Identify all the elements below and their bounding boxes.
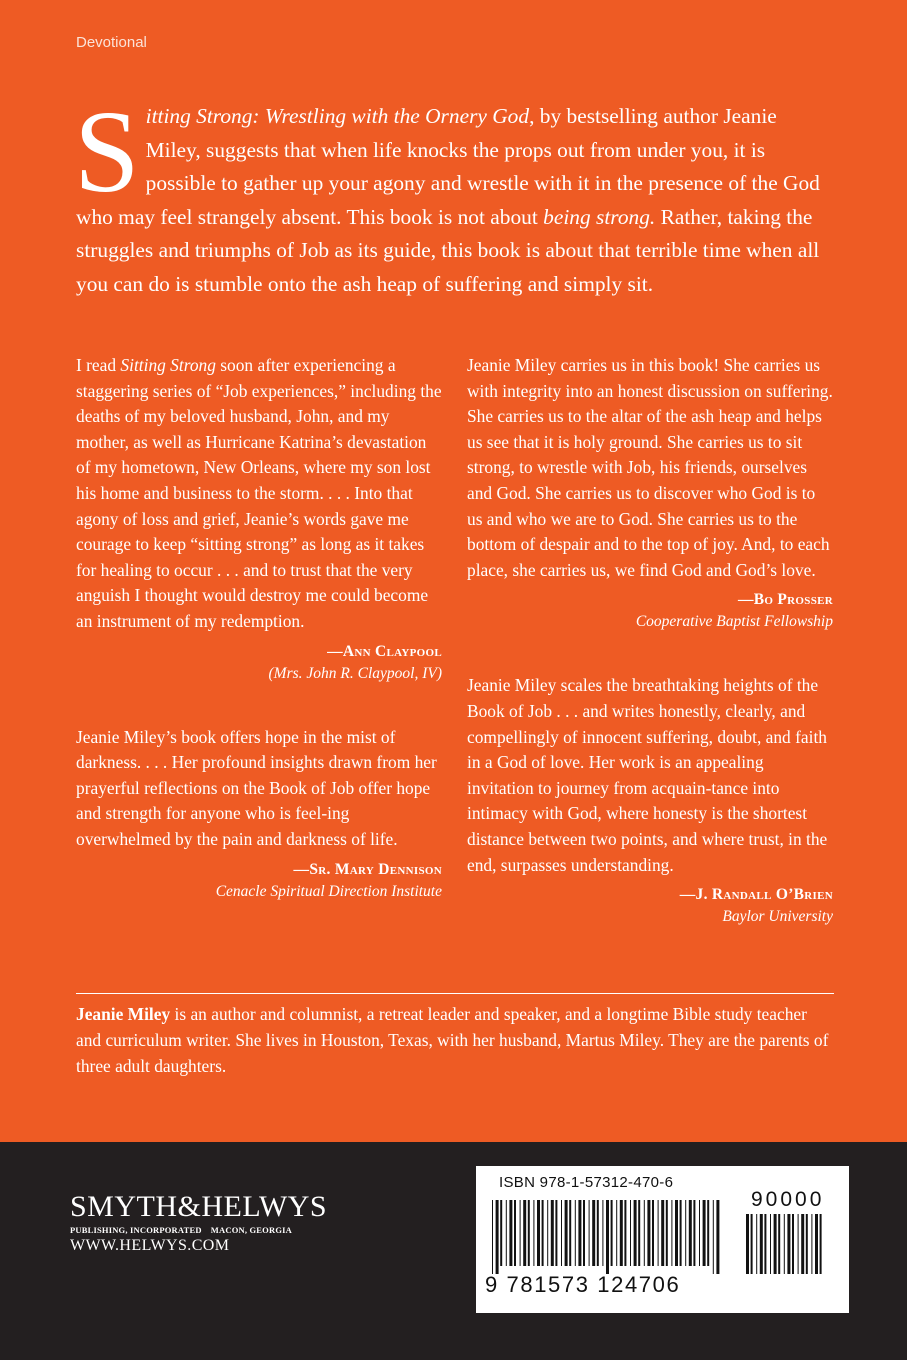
endorser-name: —Bo Prosser xyxy=(737,591,833,609)
right-column xyxy=(467,353,833,928)
barcode-bar xyxy=(555,1200,557,1266)
barcode-bar xyxy=(578,1200,581,1266)
barcode-bar xyxy=(624,1200,626,1266)
barcode-bar xyxy=(647,1200,650,1266)
barcode-bar xyxy=(575,1200,576,1266)
barcode-bar xyxy=(602,1200,603,1266)
barcode-bar xyxy=(606,1200,609,1274)
addon-barcode xyxy=(746,1214,826,1274)
barcode-bar xyxy=(589,1200,590,1266)
barcode-bar xyxy=(746,1214,749,1274)
barcode-bar xyxy=(815,1214,818,1274)
barcode-bar xyxy=(509,1200,512,1266)
barcode-bar xyxy=(658,1200,659,1266)
isbn-label: ISBN 978-1-57312-470-6 xyxy=(499,1174,674,1191)
barcode-bar xyxy=(506,1200,507,1266)
publisher-location: MACON, GEORGIA xyxy=(210,1225,292,1235)
endorser-name: —Ann Claypool xyxy=(327,642,442,660)
barcode-bar xyxy=(533,1200,534,1266)
author-bio: Jeanie Miley is an author and columnist, a retreat leader and speaker, and a longtime Bible study teacher and curriculum writer. She lives in Houston, Texas, with her husband, Martus Miley. They are the parents of three adult daughters. xyxy=(76,1004,829,1076)
book-title: itting Strong: Wrestling with the Ornery God xyxy=(145,104,530,128)
barcode-bar xyxy=(638,1200,640,1266)
barcode-bar xyxy=(597,1200,599,1266)
barcode-bar xyxy=(760,1214,763,1274)
addon-number: 90000 xyxy=(751,1188,825,1211)
endorser-affiliation: Cenacle Spiritual Direction Institute xyxy=(215,882,442,900)
barcode-bar xyxy=(666,1200,668,1266)
endorsement-dennison: Jeanie Miley’s book offers hope in the mist of darkness. . . . Her profound insights drawn from her prayerful reflections on the Book of Job offer hope and strength for anyone who is feel-ing overwhelmed by the pain and darkness of life. —Sr. Mary Dennison Cenacle Spiritual Direction Institute xyxy=(76,725,442,903)
barcode-bar xyxy=(806,1214,808,1274)
barcode-bar xyxy=(634,1200,637,1266)
barcode-bar xyxy=(801,1214,804,1274)
barcode-bar xyxy=(565,1200,568,1266)
barcode-bar xyxy=(561,1200,562,1266)
barcode-bar xyxy=(620,1200,623,1266)
barcode-bar xyxy=(592,1200,595,1266)
barcode-bar xyxy=(583,1200,585,1266)
barcode-bar xyxy=(716,1200,719,1274)
publisher-logo-text: SMYTH&HELWYS xyxy=(70,1190,328,1223)
endorser-affiliation: Cooperative Baptist Fellowship xyxy=(635,613,833,631)
barcode-number: 9 781573 124706 xyxy=(485,1272,681,1297)
barcode-bar xyxy=(756,1214,757,1274)
barcode-bar xyxy=(707,1200,709,1266)
barcode-bar xyxy=(496,1200,499,1274)
isbn-barcode-box xyxy=(473,1163,852,1316)
endorser-name: —J. Randall O’Brien xyxy=(679,886,833,904)
intro-paragraph: Sitting Strong: Wrestling with the Ornery God, by bestselling author Jeanie Miley, suggests that when life knocks the props out from under you, it is possible to gather up your agony and wrestle with it in the presence of the God who may feel strangely absent. This book is not about being strong. Rather, taking the struggles and triumphs of Job as its guide, this book is about that terrible time when all you can do is stumble onto the ash heap of suffering and simply sit. xyxy=(74,86,820,296)
barcode-bar xyxy=(528,1200,530,1266)
barcode-bar xyxy=(520,1200,521,1266)
publisher-url: WWW.HELWYS.COM xyxy=(70,1237,230,1254)
category-label: Devotional xyxy=(76,34,147,51)
barcode-bar xyxy=(492,1200,493,1274)
barcode-bar xyxy=(611,1200,613,1266)
barcode-bar xyxy=(751,1214,753,1274)
barcode-bar xyxy=(820,1214,822,1274)
barcode-bar xyxy=(680,1200,682,1266)
barcode-bar xyxy=(784,1214,785,1274)
barcode-bar xyxy=(693,1200,695,1266)
publisher-subtitle: PUBLISHING, INCORPORATED xyxy=(70,1225,202,1235)
barcode-bar xyxy=(542,1200,544,1266)
barcode-bar xyxy=(630,1200,631,1266)
endorsement-obrien: Jeanie Miley scales the breathtaking heights of the Book of Job . . . and writes honestly, clearly, and compellingly of innocent suffering, doubt, and faith in a God of love. Her work is an appealing invitation to journey from acquain-tance into intimacy with God, where honesty is the shortest distance between two points, and where trust, in the end, surpasses understanding. —J. Randall O’Brien Baylor University xyxy=(467,673,833,928)
publisher-logo xyxy=(70,1192,340,1255)
barcode-bar xyxy=(792,1214,794,1274)
barcode-bar xyxy=(551,1200,554,1266)
barcode-bar xyxy=(703,1200,706,1266)
barcode-bar xyxy=(671,1200,672,1266)
divider-rule xyxy=(76,993,834,994)
endorser-name: —Sr. Mary Dennison xyxy=(293,860,442,878)
barcode-bar xyxy=(537,1200,540,1266)
barcode-bar xyxy=(764,1214,766,1274)
barcode-bar xyxy=(652,1200,654,1266)
barcode-bar xyxy=(616,1200,617,1266)
barcode-bar xyxy=(713,1200,714,1274)
barcode-bar xyxy=(644,1200,645,1266)
author-name: Jeanie Miley xyxy=(76,1004,171,1024)
left-column xyxy=(76,353,442,903)
barcode-bar xyxy=(569,1200,571,1266)
barcode-bar xyxy=(811,1214,812,1274)
barcode-bar xyxy=(770,1214,771,1274)
barcode-bar xyxy=(685,1200,686,1266)
endorser-affiliation: Baylor University xyxy=(722,908,833,926)
barcode-bar xyxy=(798,1214,799,1274)
barcode-bar xyxy=(787,1214,790,1274)
barcode-bar xyxy=(500,1200,502,1266)
endorser-affiliation: (Mrs. John R. Claypool, IV) xyxy=(268,664,442,682)
barcode-bar xyxy=(699,1200,700,1266)
endorsement-prosser: Jeanie Miley carries us in this book! She carries us with integrity into an honest discussion on suffering. She carries us to the altar of the ash heap and helps us see that it is holy ground. She carries us to sit strong, to wrestle with Job, his friends, ourselves and God. She carries us to discover who God is to us and who we are to God. She carries us to the bottom of despair and to the top of joy. And, to each place, she carries us, we find God and God’s love. —Bo Prosser Cooperative Baptist Fellowship xyxy=(467,353,833,633)
barcode-bar xyxy=(661,1200,664,1266)
barcode-bar xyxy=(689,1200,692,1266)
endorsement-claypool: I read Sitting Strong soon after experiencing a staggering series of “Job experiences,” including the deaths of my beloved husband, John, and my mother, as well as Hurricane Katrina’s devastation of my hometown, New Orleans, where my son lost his home and business to the storm. . . . Into that agony of loss and grief, Jeanie’s words gave me courage to keep “sitting strong” as long as it takes for healing to occur . . . and to trust that the very anguish I thought would destroy me could become an instrument of my redemption. —Ann Claypool (Mrs. John R. Claypool, IV) xyxy=(76,353,442,685)
drop-cap: S xyxy=(74,86,140,217)
barcode-bar xyxy=(523,1200,526,1266)
ean-barcode xyxy=(492,1200,722,1274)
barcode-bar xyxy=(778,1214,780,1274)
barcode-bar xyxy=(675,1200,678,1266)
barcode-bar xyxy=(547,1200,548,1266)
barcode-bar xyxy=(774,1214,777,1274)
barcode-bar xyxy=(514,1200,516,1266)
